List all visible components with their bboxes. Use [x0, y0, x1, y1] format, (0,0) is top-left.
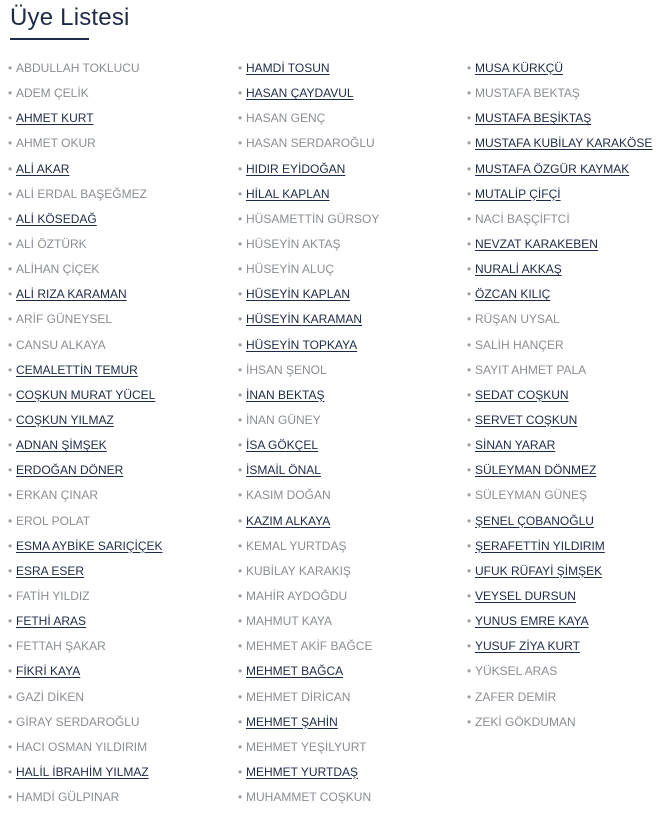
member-name-link[interactable]: ALİ AKAR — [16, 161, 70, 176]
member-name-link[interactable]: MEHMET ŞAHİN — [246, 714, 338, 729]
member-list-item — [8, 584, 163, 609]
member-list-item[interactable] — [467, 383, 652, 408]
bullet-icon: • — [467, 714, 472, 729]
bullet-icon: • — [8, 412, 13, 427]
page-title: Üye Listesi — [10, 4, 130, 31]
member-name-link[interactable]: CEMALETTİN TEMUR — [16, 362, 138, 377]
bullet-icon: • — [467, 538, 472, 553]
member-list-item — [8, 232, 163, 257]
member-list-item[interactable] — [238, 157, 379, 182]
member-list-item[interactable] — [467, 56, 652, 81]
bullet-icon: • — [467, 236, 472, 251]
member-name: GAZİ DİKEN — [16, 689, 85, 704]
member-name: ZEKİ GÖKDUMAN — [475, 714, 576, 729]
member-name-link[interactable]: ALİ KÖSEDAĞ — [16, 211, 97, 226]
bullet-icon: • — [467, 111, 472, 126]
member-name: ARİF GÜNEYSEL — [16, 312, 113, 327]
member-name-link[interactable]: HASAN ÇAYDAVUL — [246, 86, 354, 101]
bullet-icon: • — [238, 111, 243, 126]
member-name: ADEM ÇELİK — [16, 86, 89, 101]
bullet-icon: • — [238, 161, 243, 176]
member-name: ERKAN ÇINAR — [16, 488, 99, 503]
member-list-item — [8, 735, 163, 760]
bullet-icon: • — [8, 86, 13, 101]
member-list-item — [467, 483, 652, 508]
member-list-item — [238, 634, 379, 659]
bullet-icon: • — [238, 764, 243, 779]
member-list-item[interactable] — [8, 408, 163, 433]
bullet-icon: • — [8, 312, 13, 327]
member-name-link[interactable]: FİKRİ KAYA — [16, 664, 81, 679]
member-name: İNAN GÜNEY — [246, 412, 321, 427]
bullet-icon: • — [238, 312, 243, 327]
member-name: ZAFER DEMİR — [475, 689, 557, 704]
member-list-item[interactable] — [8, 659, 163, 684]
member-list-item — [238, 584, 379, 609]
bullet-icon: • — [238, 337, 243, 352]
member-name: SALİH HANÇER — [475, 337, 564, 352]
member-name-link[interactable]: COŞKUN MURAT YÜCEL — [16, 387, 156, 402]
member-name-link[interactable]: MUTALİP ÇİFÇİ — [475, 186, 561, 201]
bullet-icon: • — [467, 463, 472, 478]
member-name: MAHMUT KAYA — [246, 614, 333, 629]
member-list-item — [8, 131, 163, 156]
bullet-icon: • — [238, 362, 243, 377]
bullet-icon: • — [238, 262, 243, 277]
member-list-item[interactable] — [8, 383, 163, 408]
member-column-1 — [8, 56, 163, 810]
bullet-icon: • — [238, 563, 243, 578]
bullet-icon: • — [8, 236, 13, 251]
member-name-link[interactable]: COŞKUN YILMAZ — [16, 412, 114, 427]
bullet-icon: • — [238, 614, 243, 629]
member-name: HASAN SERDAROĞLU — [246, 136, 375, 151]
bullet-icon: • — [467, 387, 472, 402]
member-name-link[interactable]: SERVET COŞKUN — [475, 412, 578, 427]
member-list-item[interactable] — [8, 207, 163, 232]
bullet-icon: • — [467, 362, 472, 377]
member-list-item[interactable] — [467, 609, 652, 634]
bullet-icon: • — [467, 161, 472, 176]
member-list-item — [8, 685, 163, 710]
member-list-item — [467, 710, 652, 735]
bullet-icon: • — [238, 61, 243, 75]
member-list-item[interactable] — [8, 282, 163, 307]
member-list-item[interactable] — [8, 106, 163, 131]
bullet-icon: • — [8, 563, 13, 578]
member-name: NACİ BAŞÇİFTCİ — [475, 211, 570, 226]
member-list-item — [8, 182, 163, 207]
member-list-item[interactable] — [467, 408, 652, 433]
bullet-icon: • — [8, 387, 13, 402]
member-name: HAMDİ GÜLPINAR — [16, 790, 120, 805]
member-list-item[interactable] — [238, 710, 379, 735]
member-list-item[interactable] — [8, 559, 163, 584]
member-list-item[interactable] — [467, 509, 652, 534]
member-name: RÜŞAN UYSAL — [475, 312, 560, 327]
member-name-link[interactable]: MUSTAFA KUBİLAY KARAKÖSE — [475, 136, 653, 151]
member-name: HÜSEYİN ALUÇ — [246, 262, 335, 277]
member-name: KEMAL YURTDAŞ — [246, 538, 347, 553]
member-list-item — [238, 785, 379, 810]
bullet-icon: • — [238, 412, 243, 427]
bullet-icon: • — [8, 664, 13, 679]
member-name: GİRAY SERDAROĞLU — [16, 714, 140, 729]
member-list-item — [8, 257, 163, 282]
bullet-icon: • — [8, 61, 13, 75]
member-name-link[interactable]: MEHMET BAĞCA — [246, 664, 344, 679]
bullet-icon: • — [8, 161, 13, 176]
bullet-icon: • — [8, 639, 13, 654]
bullet-icon: • — [467, 664, 472, 679]
bullet-icon: • — [238, 211, 243, 226]
member-list-item — [238, 257, 379, 282]
bullet-icon: • — [8, 287, 13, 302]
bullet-icon: • — [8, 262, 13, 277]
member-list-item — [238, 408, 379, 433]
member-list-item — [238, 685, 379, 710]
member-list-item[interactable] — [467, 458, 652, 483]
member-list-item[interactable] — [467, 106, 652, 131]
bullet-icon: • — [8, 438, 13, 453]
member-name: MUSTAFA BEKTAŞ — [475, 86, 580, 101]
member-name: HACI OSMAN YILDIRIM — [16, 739, 148, 754]
member-list-item — [467, 307, 652, 332]
member-list-item[interactable] — [8, 609, 163, 634]
member-list-item[interactable] — [238, 81, 379, 106]
member-list-item — [238, 559, 379, 584]
member-name-link[interactable]: İSMAİL ÖNAL — [246, 463, 321, 478]
member-name: HÜSAMETTİN GÜRSOY — [246, 211, 380, 226]
member-name-link[interactable]: HÜSEYİN KAPLAN — [246, 287, 351, 302]
member-name-link[interactable]: KAZIM ALKAYA — [246, 513, 331, 528]
member-list-item — [467, 358, 652, 383]
member-list-item[interactable] — [238, 760, 379, 785]
member-list-item — [467, 659, 652, 684]
bullet-icon: • — [467, 211, 472, 226]
bullet-icon: • — [8, 588, 13, 603]
member-list-item[interactable] — [8, 157, 163, 182]
bullet-icon: • — [467, 614, 472, 629]
member-list-item[interactable] — [467, 232, 652, 257]
member-name-link[interactable]: MEHMET YURTDAŞ — [246, 764, 359, 779]
member-name: MEHMET YEŞİLYURT — [246, 739, 367, 754]
member-list-item[interactable] — [467, 433, 652, 458]
member-name: EROL POLAT — [16, 513, 91, 528]
bullet-icon: • — [467, 287, 472, 302]
member-name: SÜLEYMAN GÜNEŞ — [475, 488, 588, 503]
member-name: FATİH YILDIZ — [16, 588, 90, 603]
member-list-item — [238, 358, 379, 383]
bullet-icon: • — [8, 614, 13, 629]
bullet-icon: • — [8, 764, 13, 779]
member-list-item[interactable] — [467, 634, 652, 659]
bullet-icon: • — [8, 739, 13, 754]
bullet-icon: • — [8, 463, 13, 478]
member-list-item[interactable] — [8, 358, 163, 383]
member-name: KUBİLAY KARAKIŞ — [246, 563, 351, 578]
member-name-link[interactable]: ADNAN ŞİMŞEK — [16, 438, 107, 453]
member-name-link[interactable]: MUSTAFA BEŞİKTAŞ — [475, 111, 592, 126]
bullet-icon: • — [8, 337, 13, 352]
member-name: AHMET OKUR — [16, 136, 96, 151]
member-list-item[interactable] — [238, 433, 379, 458]
member-name: SAYIT AHMET PALA — [475, 362, 587, 377]
member-name: İHSAN ŞENOL — [246, 362, 327, 377]
bullet-icon: • — [467, 412, 472, 427]
member-name-link[interactable]: AHMET KURT — [16, 111, 94, 126]
bullet-icon: • — [467, 186, 472, 201]
member-name-link[interactable]: SÜLEYMAN DÖNMEZ — [475, 463, 597, 478]
member-name-link[interactable]: ŞENEL ÇOBANOĞLU — [475, 513, 594, 528]
member-name-link[interactable]: NURALİ AKKAŞ — [475, 262, 562, 277]
member-list-item — [238, 106, 379, 131]
member-name: ABDULLAH TOKLUCU — [16, 61, 140, 75]
bullet-icon: • — [8, 689, 13, 704]
member-name: CANSU ALKAYA — [16, 337, 106, 352]
member-list-item — [238, 232, 379, 257]
bullet-icon: • — [238, 538, 243, 553]
member-list-item[interactable] — [238, 659, 379, 684]
member-name-link[interactable]: MUSA KÜRKÇÜ — [475, 61, 564, 75]
member-name-link[interactable]: VEYSEL DURSUN — [475, 588, 576, 603]
member-list-item[interactable] — [8, 433, 163, 458]
member-name-link[interactable]: YUSUF ZİYA KURT — [475, 639, 580, 654]
bullet-icon: • — [238, 463, 243, 478]
member-list-item[interactable] — [467, 257, 652, 282]
title-underline — [10, 38, 89, 40]
member-name: MUHAMMET COŞKUN — [246, 790, 372, 805]
member-list-item — [467, 685, 652, 710]
bullet-icon: • — [467, 588, 472, 603]
member-name-link[interactable]: ŞERAFETTİN YILDIRIM — [475, 538, 605, 553]
bullet-icon: • — [238, 387, 243, 402]
bullet-icon: • — [8, 790, 13, 805]
bullet-icon: • — [238, 739, 243, 754]
member-list-item[interactable] — [8, 534, 163, 559]
member-list-item[interactable] — [8, 458, 163, 483]
member-list-item[interactable] — [467, 534, 652, 559]
member-name-link[interactable]: HÜSEYİN TOPKAYA — [246, 337, 358, 352]
bullet-icon: • — [8, 111, 13, 126]
member-name-link[interactable]: MUSTAFA ÖZGÜR KAYMAK — [475, 161, 630, 176]
member-name-link[interactable]: UFUK RÜFAYİ ŞİMŞEK — [475, 563, 603, 578]
member-list-item — [467, 207, 652, 232]
member-list-item[interactable] — [467, 584, 652, 609]
member-list-item — [467, 81, 652, 106]
member-list-item — [238, 534, 379, 559]
bullet-icon: • — [238, 790, 243, 805]
member-list-item[interactable] — [238, 383, 379, 408]
member-list-item[interactable] — [238, 282, 379, 307]
member-name: ALİ ERDAL BAŞEĞMEZ — [16, 186, 147, 201]
member-list-item — [238, 207, 379, 232]
member-name-link[interactable]: ÖZCAN KILIÇ — [475, 287, 551, 302]
member-name: ALİHAN ÇİÇEK — [16, 262, 100, 277]
member-name-link[interactable]: ALİ RIZA KARAMAN — [16, 287, 127, 302]
member-list-item — [8, 483, 163, 508]
member-list-item — [8, 785, 163, 810]
member-name: MEHMET AKİF BAĞCE — [246, 639, 373, 654]
member-name-link[interactable]: HİLAL KAPLAN — [246, 186, 330, 201]
bullet-icon: • — [8, 136, 13, 151]
member-list-item — [8, 509, 163, 534]
bullet-icon: • — [8, 513, 13, 528]
bullet-icon: • — [467, 563, 472, 578]
member-list-item — [238, 609, 379, 634]
member-column-3 — [467, 56, 652, 735]
member-name: HASAN GENÇ — [246, 111, 326, 126]
member-column-2 — [238, 56, 379, 810]
member-list-item[interactable] — [467, 559, 652, 584]
bullet-icon: • — [238, 136, 243, 151]
member-name-link[interactable]: SİNAN YARAR — [475, 438, 556, 453]
member-list-item[interactable] — [467, 157, 652, 182]
member-name: KASIM DOĞAN — [246, 488, 331, 503]
bullet-icon: • — [8, 362, 13, 377]
member-name-link[interactable]: ESMA AYBİKE SARIÇİÇEK — [16, 538, 163, 553]
bullet-icon: • — [238, 639, 243, 654]
bullet-icon: • — [8, 211, 13, 226]
bullet-icon: • — [238, 588, 243, 603]
member-list-item — [238, 131, 379, 156]
bullet-icon: • — [467, 639, 472, 654]
member-name-link[interactable]: NEVZAT KARAKEBEN — [475, 236, 598, 251]
bullet-icon: • — [238, 513, 243, 528]
member-name: HÜSEYİN AKTAŞ — [246, 236, 341, 251]
member-name: MEHMET DİRİCAN — [246, 689, 351, 704]
bullet-icon: • — [238, 236, 243, 251]
member-list-item — [238, 735, 379, 760]
member-list-item[interactable] — [238, 333, 379, 358]
member-name-link[interactable]: SEDAT COŞKUN — [475, 387, 569, 402]
member-list-item[interactable] — [238, 56, 379, 81]
member-list-item — [8, 634, 163, 659]
member-name: FETTAH ŞAKAR — [16, 639, 106, 654]
bullet-icon: • — [238, 714, 243, 729]
member-list-item[interactable] — [238, 458, 379, 483]
member-list-item — [238, 483, 379, 508]
member-name-link[interactable]: HÜSEYİN KARAMAN — [246, 312, 363, 327]
bullet-icon: • — [238, 287, 243, 302]
bullet-icon: • — [467, 438, 472, 453]
member-name-link[interactable]: HALİL İBRAHİM YILMAZ — [16, 764, 149, 779]
bullet-icon: • — [467, 689, 472, 704]
bullet-icon: • — [238, 689, 243, 704]
bullet-icon: • — [467, 513, 472, 528]
member-list-item[interactable] — [467, 182, 652, 207]
bullet-icon: • — [467, 136, 472, 151]
member-list-item[interactable] — [238, 509, 379, 534]
bullet-icon: • — [467, 61, 472, 75]
member-name: YÜKSEL ARAS — [475, 664, 558, 679]
bullet-icon: • — [238, 438, 243, 453]
bullet-icon: • — [238, 664, 243, 679]
member-name-link[interactable]: HAMDİ TOSUN — [246, 61, 330, 75]
member-name: ALİ ÖZTÜRK — [16, 236, 87, 251]
bullet-icon: • — [467, 312, 472, 327]
bullet-icon: • — [467, 262, 472, 277]
member-list-item — [467, 333, 652, 358]
member-list-item — [8, 333, 163, 358]
member-name-link[interactable]: ERDOĞAN DÖNER — [16, 463, 124, 478]
member-list-item — [8, 56, 163, 81]
member-list-item[interactable] — [238, 307, 379, 332]
member-name-link[interactable]: ESRA ESER — [16, 563, 85, 578]
member-name-link[interactable]: İSA GÖKÇEL — [246, 438, 319, 453]
bullet-icon: • — [8, 488, 13, 503]
member-name-link[interactable]: YUNUS EMRE KAYA — [475, 614, 589, 629]
member-list-item[interactable] — [238, 182, 379, 207]
member-list-item[interactable] — [467, 282, 652, 307]
bullet-icon: • — [238, 186, 243, 201]
member-name-link[interactable]: İNAN BEKTAŞ — [246, 387, 325, 402]
bullet-icon: • — [8, 186, 13, 201]
member-list-item[interactable] — [8, 760, 163, 785]
bullet-icon: • — [467, 86, 472, 101]
member-name-link[interactable]: FETHİ ARAS — [16, 614, 87, 629]
member-name: MAHİR AYDOĞDU — [246, 588, 348, 603]
bullet-icon: • — [467, 337, 472, 352]
bullet-icon: • — [238, 488, 243, 503]
bullet-icon: • — [8, 538, 13, 553]
bullet-icon: • — [8, 714, 13, 729]
member-list-item — [8, 307, 163, 332]
member-name-link[interactable]: HIDIR EYİDOĞAN — [246, 161, 346, 176]
bullet-icon: • — [238, 86, 243, 101]
member-list-item — [8, 710, 163, 735]
member-list-item[interactable] — [467, 131, 652, 156]
member-list-item — [8, 81, 163, 106]
bullet-icon: • — [467, 488, 472, 503]
